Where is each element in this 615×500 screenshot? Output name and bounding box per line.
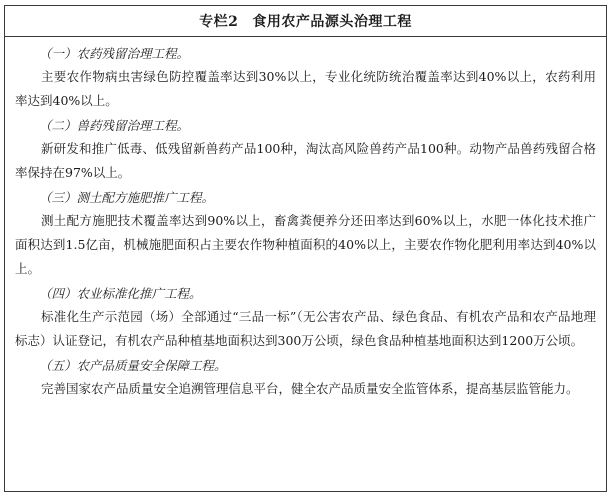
- section-body: 测土配方施肥技术覆盖率达到90%以上，畜禽粪便养分还田率达到60%以上，水肥一体化技术推广面积达到1.5亿亩，机械施肥面积占主要农作物种植面积的40%以上，主要农作物化肥利用率达到40%以上。: [15, 213, 596, 276]
- section-heading: （五）农产品质量安全保障工程。: [39, 358, 227, 373]
- section-vet-drug: [15, 115, 596, 185]
- section-standardization: [15, 283, 596, 353]
- box-title: [5, 6, 606, 37]
- section-body: 新研发和推广低毒、低残留新兽药产品100种，淘汰高风险兽药产品100种。动物产品兽药残留合格率保持在97%以上。: [15, 141, 596, 180]
- section-body: 主要农作物病虫害绿色防控覆盖率达到30%以上，专业化统防统治覆盖率达到40%以上，农药利用率达到40%以上。: [15, 69, 596, 108]
- section-quality-safety: [15, 355, 596, 401]
- section-heading: （二）兽药残留治理工程。: [39, 118, 190, 133]
- section-soil-fertilizer: [15, 187, 596, 281]
- box-title-label: 专栏2: [199, 14, 239, 30]
- special-column-box: [4, 5, 607, 492]
- section-heading: （三）测土配方施肥推广工程。: [39, 190, 215, 205]
- section-body: 标准化生产示范园（场）全部通过“三品一标”（无公害农产品、绿色食品、有机农产品和农产品地理标志）认证登记，有机农产品种植基地面积达到300万公顷，绿色食品种植基地面积达到1200万公顷。: [15, 309, 596, 348]
- box-content: [5, 37, 606, 401]
- section-pesticide: [15, 43, 596, 113]
- section-heading: （四）农业标准化推广工程。: [39, 286, 202, 301]
- section-body: 完善国家农产品质量安全追溯管理信息平台，健全农产品质量安全监管体系，提高基层监管能力。: [41, 381, 579, 396]
- section-heading: （一）农药残留治理工程。: [39, 46, 190, 61]
- box-title-text: 食用农产品源头治理工程: [252, 14, 412, 30]
